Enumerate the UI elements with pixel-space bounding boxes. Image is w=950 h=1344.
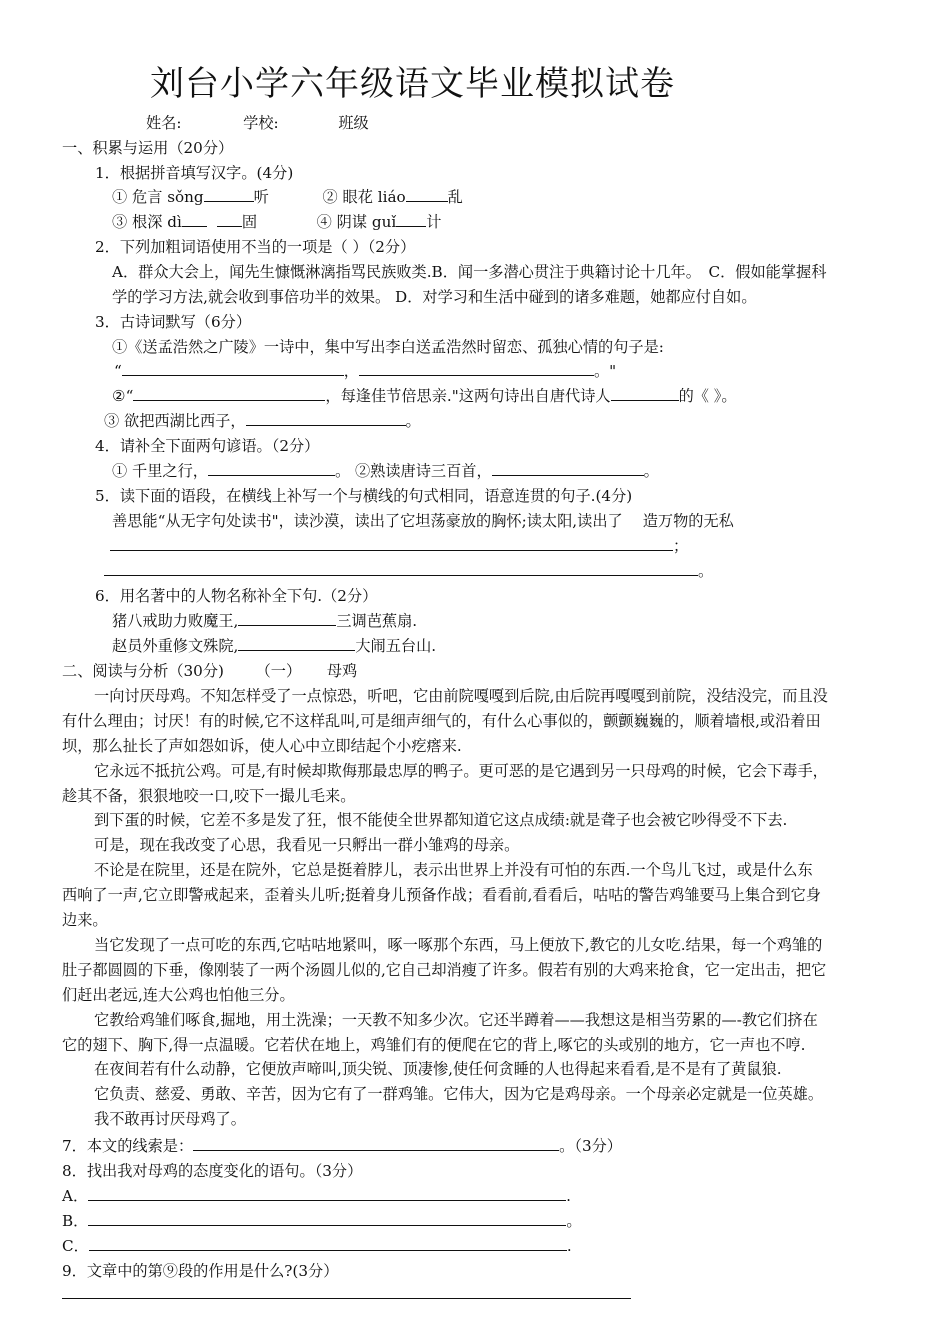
article-paragraph-9-line-1: 它负责、慈爱、勇敢、辛苦，因为它有了一群鸡雏。它伟大，因为它是鸡母亲。一个母亲必定就是一位英雄。 <box>94 1085 823 1103</box>
article-paragraph-7-line-1: 它教给鸡雏们啄食,掘地，用土洗澡；一天教不知多少次。它还半蹲着——我想这是相当劳累的—-教它们挤在 <box>94 1011 818 1029</box>
article-paragraph-6-line-2: 肚子都圆圆的下垂，像刚装了一两个汤圆儿似的,它自己却消瘦了许多。假若有别的大鸡来抢食，它一定出击，把它 <box>62 961 827 979</box>
q7 <box>62 1135 622 1157</box>
q4-end: 。 <box>643 462 659 480</box>
article-paragraph-2-line-1: 它永远不抵抗公鸡。可是,有时候却欺侮那最忠厚的鸭子。更可恶的是它遇到另一只母鸡的时候，它会下毒手， <box>94 762 828 780</box>
article-paragraph-6-line-1: 当它发现了一点可吃的东西,它咕咕地紧叫，啄一啄那个东西，马上便放下,教它的儿女吃.结果，每一个鸡雏的 <box>94 936 823 954</box>
q1-item-a-tail: 听 <box>253 188 269 206</box>
article-paragraph-1-line-3: 坝，那么扯长了声如怨如诉，使人心中立即结起个小疙瘩来. <box>62 737 462 755</box>
q6-b-tail: 大闹五台山. <box>355 637 437 655</box>
q5-stem: 5．读下面的语段，在横线上补写一个与横线的句式相同，语意连贯的句子.(4分) <box>95 487 633 505</box>
student-info <box>146 112 369 134</box>
q1-item-d-tail: 计 <box>426 213 442 231</box>
q1-item-b-tail: 乱 <box>447 188 463 206</box>
article-paragraph-2-line-2: 趁其不备，狠狠地咬一口,咬下一撮儿毛来。 <box>62 787 356 805</box>
q5-text: 善思能“从无字句处读书"，读沙漠，读出了它坦荡豪放的胸怀;读太阳,读出了 造万物的无私 <box>112 512 734 530</box>
q8-b-end: 。 <box>566 1212 582 1230</box>
q1-item-d: ④ 阴谋 guǐ <box>316 213 397 231</box>
q3-blank-poet[interactable] <box>611 385 679 401</box>
q3-blank-1[interactable] <box>122 360 344 376</box>
q8-blank-a[interactable] <box>88 1185 566 1201</box>
q1-blank-a[interactable] <box>204 186 254 202</box>
q3-p3 <box>104 410 421 432</box>
article-paragraph-3-line-1: 到下蛋的时候，它差不多是发了狂，恨不能使全世界都知道它这点成绩:就是聋子也会被它吵得受不下去. <box>94 811 788 829</box>
q8-b-label: B． <box>62 1212 89 1230</box>
q1-blank-c1[interactable] <box>182 211 207 227</box>
open-quote: “ <box>114 362 122 380</box>
q1-item-c: ③ 根深 dì <box>112 213 182 231</box>
q8-c-end: . <box>566 1237 572 1255</box>
article-paragraph-1-line-2: 有什么理由；讨厌！有的时候,它不这样乱叫,可是细声细气的，有什么心事似的，颤颤巍巍的，顺着墙根,或沿着田 <box>62 712 821 730</box>
article-paragraph-5-line-1: 不论是在院里，还是在院外，它总是挺着脖儿，表示出世界上并没有可怕的东西.一个鸟儿飞过，或是什么东 <box>94 861 813 879</box>
q9-stem: 9．文章中的第⑨段的作用是什么?(3分） <box>62 1262 339 1280</box>
school-label: 学校: <box>243 114 279 132</box>
article-paragraph-4-line-1: 可是，现在我改变了心思，我看见一只孵出一群小雏鸡的母亲。 <box>94 836 520 854</box>
part2-heading-row <box>62 660 357 682</box>
q6-b-head: 赵员外重修文殊院, <box>112 637 239 655</box>
q1-row1 <box>112 186 463 208</box>
q1-blank-c2[interactable] <box>217 211 242 227</box>
q8-blank-b[interactable] <box>88 1210 566 1226</box>
q7-end: 。（3分） <box>559 1137 622 1155</box>
q3-p1: ①《送孟浩然之广陵》一诗中，集中写出李白送孟浩然时留恋、孤独心情的句子是: <box>112 338 664 356</box>
q5-answer-line2 <box>104 560 713 582</box>
article-paragraph-1-line-1: 一向讨厌母鸡。不知怎样受了一点惊恐，听吧，它由前院嘎嘎到后院,由后院再嘎嘎到前院，没结没完，而且没 <box>94 687 828 705</box>
q4-b-text: 。 ②熟读唐诗三百首， <box>334 462 492 480</box>
q8-a-end: . <box>566 1187 571 1205</box>
reading-section-number: （一） <box>255 662 302 680</box>
q3-p3-end: 。 <box>405 412 421 430</box>
q8-stem: 8．找出我对母鸡的态度变化的语句。（3分） <box>62 1162 363 1180</box>
q6-a-head: 猪八戒助力败魔王, <box>112 612 239 630</box>
q3-p2 <box>112 385 737 407</box>
part2-heading: 二、阅读与分析（30分) <box>62 662 224 680</box>
article-paragraph-5-line-3: 边来。 <box>62 911 108 929</box>
name-label: 姓名: <box>146 114 182 132</box>
q1-blank-d[interactable] <box>396 211 426 227</box>
q4-a-text: ① 千里之行， <box>112 462 208 480</box>
article-title: 母鸡 <box>326 662 358 680</box>
q8-b <box>62 1210 582 1232</box>
q7-blank[interactable] <box>193 1135 559 1151</box>
q8-a <box>62 1185 571 1207</box>
q3-p1-answer <box>114 360 616 382</box>
close-quote: 。" <box>593 362 617 380</box>
page-title: 刘台小学六年级语文毕业模拟试卷 <box>150 64 675 104</box>
q3-p2-end: 的《 》。 <box>678 387 737 405</box>
q6-line-b <box>112 635 436 657</box>
q5-answer-line1 <box>110 535 688 557</box>
q3-blank-2[interactable] <box>359 360 594 376</box>
q3-p2-mid: ，每逢佳节倍思亲."这两句诗出自唐代诗人 <box>325 387 611 405</box>
q3-p2-start: ②“ <box>112 387 134 405</box>
q7-stem: 7．本文的线索是： <box>62 1137 194 1155</box>
q4-answers <box>112 460 659 482</box>
q6-blank-a[interactable] <box>238 610 336 626</box>
q1-item-c-tail: 固 <box>241 213 257 231</box>
q9-answer-line[interactable] <box>62 1298 631 1299</box>
period: 。 <box>698 562 714 580</box>
q5-blank-1[interactable] <box>110 535 673 551</box>
q6-stem: 6．用名著中的人物名称补全下句.（2分） <box>95 587 378 605</box>
class-label: 班级 <box>338 114 369 132</box>
q8-c <box>62 1235 572 1257</box>
part1-heading: 一、积累与运用（20分） <box>62 139 234 157</box>
q4-blank-a[interactable] <box>208 460 335 476</box>
article-paragraph-10-line-1: 我不敢再讨厌母鸡了。 <box>94 1110 246 1128</box>
q6-blank-b[interactable] <box>238 635 355 651</box>
q5-blank-2[interactable] <box>104 560 698 576</box>
article-paragraph-7-line-2: 它的翅下、胸下,得一点温暖。它若伏在地上，鸡雏们有的便爬在它的背上,啄它的头或别的地方，它一声也不哼. <box>62 1036 806 1054</box>
semicolon: ； <box>673 537 689 555</box>
q4-blank-b[interactable] <box>492 460 644 476</box>
article-paragraph-8-line-1: 在夜间若有什么动静，它便放声啼叫,顶尖锐、顶凄惨,使任何贪睡的人也得起来看看,是不是有了黄鼠狼. <box>94 1060 782 1078</box>
q6-a-tail: 三调芭蕉扇. <box>336 612 418 630</box>
q1-item-a: ① 危言 sǒng <box>112 188 204 206</box>
q1-row2 <box>112 211 441 233</box>
q3-blank-4[interactable] <box>246 410 406 426</box>
article-paragraph-5-line-2: 西响了一声,它立即警戒起来，歪着头儿听;挺着身儿预备作战；看看前,看看后，咕咕的警告鸡雏要马上集合到它身 <box>62 886 821 904</box>
q1-blank-b[interactable] <box>406 186 448 202</box>
q8-blank-c[interactable] <box>89 1235 567 1251</box>
q2-stem: 2．下列加粗词语使用不当的一项是（ ）（2分） <box>95 238 416 256</box>
q3-p3-text: ③ 欲把西湖比西子， <box>104 412 246 430</box>
q3-stem: 3．古诗词默写（6分） <box>95 313 252 331</box>
q4-stem: 4．请补全下面两句谚语。（2分） <box>95 437 320 455</box>
q8-c-label: C． <box>62 1237 89 1255</box>
q6-line-a <box>112 610 417 632</box>
q2-line1: A．群众大会上，闻先生慷慨淋漓指骂民族败类.B．闻一多潜心贯注于典籍讨论十几年。 C．假如能掌握科 <box>112 263 827 281</box>
comma: ， <box>343 362 359 380</box>
q8-a-label: A． <box>62 1187 89 1205</box>
q1-stem: 1．根据拼音填写汉字。(4分) <box>95 164 294 182</box>
article-paragraph-6-line-3: 们赶出老远,连大公鸡也怕他三分。 <box>62 986 295 1004</box>
q1-item-b: ② 眼花 liáo <box>322 188 406 206</box>
q3-blank-3[interactable] <box>133 385 325 401</box>
q2-line2: 学的学习方法,就会收到事倍功半的效果。 D．对学习和生活中碰到的诸多难题，她都应付自如。 <box>112 288 757 306</box>
